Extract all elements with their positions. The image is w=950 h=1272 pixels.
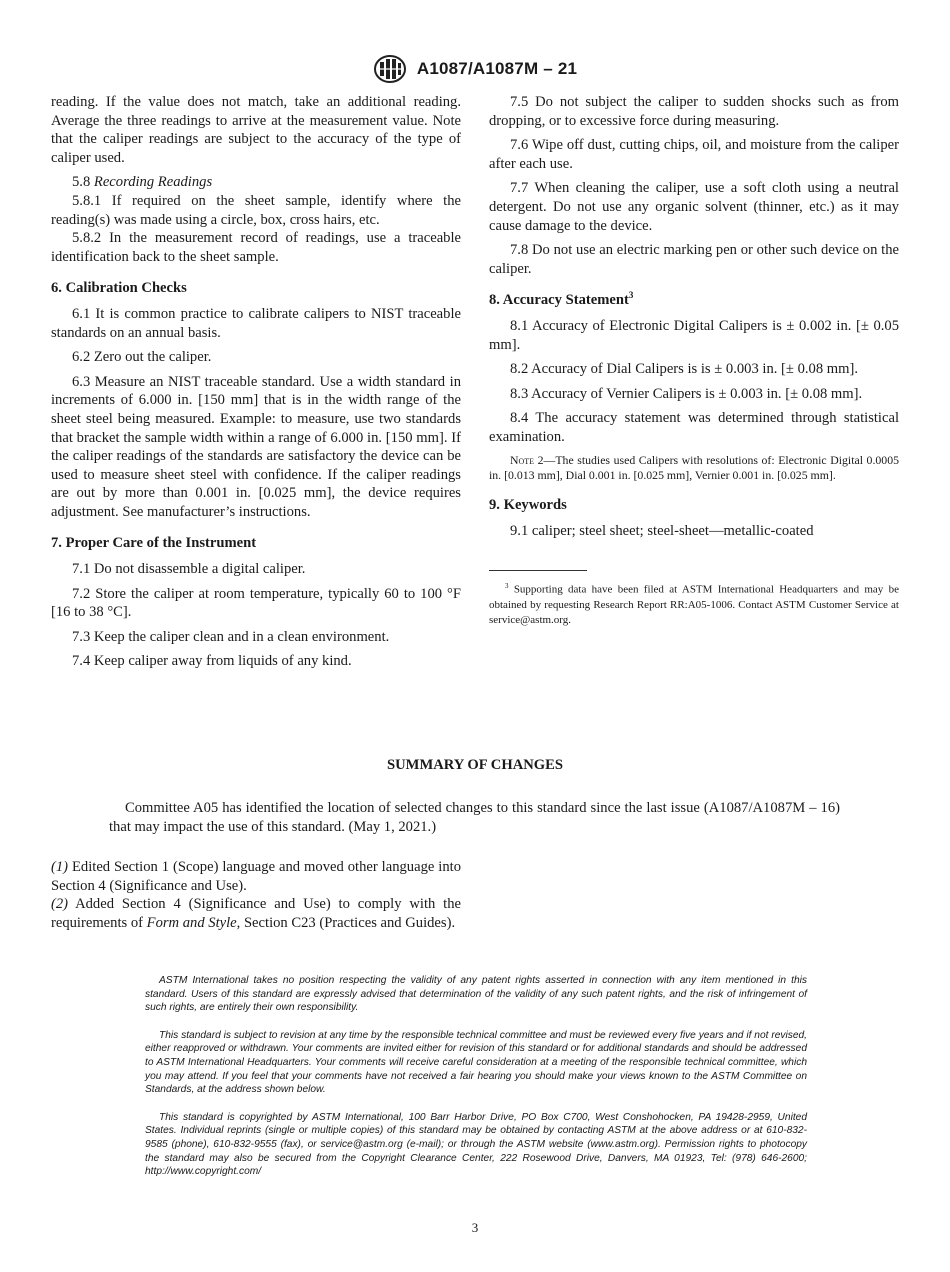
right-column <box>489 93 899 634</box>
section-5-8-title: Recording Readings <box>93 174 213 191</box>
paragraph-7-4: 7.4 Keep caliper away from liquids of any kind. <box>72 653 352 670</box>
note-label: Note <box>510 452 535 467</box>
paragraph-8-1: 8.1 Accuracy of Electronic Digital Calipers is ± 0.002 in. [± 0.05 mm]. <box>489 317 899 353</box>
paragraph-5-8-1: 5.8.1 If required on the sheet sample, identify where the reading(s) was made using a circle, box, cross hairs, etc. <box>51 192 461 228</box>
paragraph-7-7: 7.7 When cleaning the caliper, use a soft cloth using a neutral detergent. Do not use any organic solvent (thinner, etc.) as it may cause damage to the device. <box>489 180 899 234</box>
section-7-heading: 7. Proper Care of the Instrument <box>51 535 257 552</box>
footnote-3 <box>489 579 899 628</box>
change-1-number: (1) <box>51 859 69 875</box>
paragraph-6-2: 6.2 Zero out the caliper. <box>72 349 212 366</box>
paragraph-7-5: 7.5 Do not subject the caliper to sudden shocks such as from dropping, or to excessive force during measuring. <box>489 94 899 129</box>
paragraph-7-3: 7.3 Keep the caliper clean and in a clean environment. <box>72 628 390 645</box>
section-8-heading <box>489 291 899 310</box>
section-8-title: 8. Accuracy Statement <box>489 292 629 309</box>
change-2-text-pre: Added Section 4 (Significance and Use) to comply with the requirements of <box>51 896 461 931</box>
section-5-8-number: 5.8 <box>72 174 91 191</box>
page-number: 3 <box>471 1220 479 1235</box>
footnote-number: 3 <box>505 582 509 591</box>
paragraph-6-1: 6.1 It is common practice to calibrate calipers to NIST traceable standards on an annual basis. <box>51 305 461 341</box>
paragraph-5-8-2: 5.8.2 In the measurement record of readings, use a traceable identification back to the sheet sample. <box>51 230 461 265</box>
change-2-text-italic: Form and Style <box>146 914 237 931</box>
change-item-1 <box>51 858 461 895</box>
footnote-divider <box>489 570 587 571</box>
change-item-2 <box>51 895 461 932</box>
standard-designation: A1087/A1087M – 21 <box>416 59 578 78</box>
section-5-8-heading <box>51 173 461 192</box>
left-column <box>51 93 461 677</box>
paragraph-7-2: 7.2 Store the caliper at room temperature, typically 60 to 100 °F [16 to 38 °C]. <box>51 585 461 621</box>
paragraph-8-3: 8.3 Accuracy of Vernier Calipers is ± 0.003 in. [± 0.08 mm]. <box>510 385 863 402</box>
summary-intro: Committee A05 has identified the location of selected changes to this standard since the last issue (A1087/A1087M – 16) that may impact the use of this standard. (May 1, 2021.) <box>109 800 840 835</box>
paragraph-9-1: 9.1 caliper; steel sheet; steel-sheet—metallic-coated <box>510 522 814 539</box>
change-2-text-post: , Section C23 (Practices and Guides). <box>236 914 456 931</box>
paragraph-7-6: 7.6 Wipe off dust, cutting chips, oil, and moisture from the caliper after each use. <box>489 137 899 172</box>
copyright-notice: This standard is copyrighted by ASTM International, 100 Barr Harbor Drive, PO Box C700, West Conshohocken, PA 19428-2959, United States. Individual reprints (single or multiple copies) of this standard may be obtained by contacting ASTM at the above address or at 610-832-9585 (phone), 610-832-9555 (fax), or service@astm.org (e-mail); or through the ASTM website (www.astm.org). Permission rights to photocopy the standard may also be secured from the Copyright Clearance Center, 222 Rosewood Drive, Danvers, MA 01923, Tel: (978) 646-2600; http://www.copyright.com/ <box>145 1111 807 1178</box>
section-6-heading: 6. Calibration Checks <box>51 280 187 297</box>
paragraph-5-7-continued: reading. If the value does not match, take an additional reading. Average the three readings to arrive at the measurement value. Note that the caliper readings are subject to the accuracy of the type of caliper used. <box>51 94 461 166</box>
change-2-number: (2) <box>51 896 69 913</box>
paragraph-6-3: 6.3 Measure an NIST traceable standard. Use a width standard in increments of 6.000 in. [150 mm] that is in the width range of the sheet steel being measured. Example: to measure, use two standards that bracket the sample width within a range of 6.000 in. [150 mm]. If the caliper readings of the standards are satisfactory the device can be used to measure sheet steel with confidence. If the caliper readings are out by more than 0.001 in. [0.025 mm], the device requires adjustment. See manufacturer’s instructions. <box>51 373 461 520</box>
revision-disclaimer: This standard is subject to revision at any time by the responsible technical committee and must be reviewed every five years and if not revised, either reapproved or withdrawn. Your comments are invited either for revision of this standard or for additional standards and should be addressed to ASTM International Headquarters. Your comments will receive careful consideration at a meeting of the responsible technical committee, which you may attend. If you feel that your comments have not received a fair hearing you should make your views known to the ASTM Committee on Standards, at the address shown below. <box>145 1029 807 1096</box>
changes-list <box>51 858 461 932</box>
note-2 <box>489 453 899 483</box>
footnote-text: Supporting data have been filed at ASTM International Headquarters and may be obtained by requesting Research Report RR:A05-1006. Contact ASTM Customer Service at service@astm.org. <box>489 583 899 626</box>
paragraph-8-4: 8.4 The accuracy statement was determined through statistical examination. <box>489 410 899 445</box>
astm-disclaimers <box>145 974 807 1193</box>
paragraph-7-1: 7.1 Do not disassemble a digital caliper. <box>72 561 306 578</box>
page-header <box>0 53 950 85</box>
patent-disclaimer: ASTM International takes no position respecting the validity of any patent rights asserted in connection with any item mentioned in this standard. Users of this standard are expressly advised that determination of the validity of any such patent rights, and the risk of infringement of such rights, are entirely their own responsibility. <box>145 975 807 1014</box>
paragraph-7-8: 7.8 Do not use an electric marking pen or other such device on the caliper. <box>489 242 899 277</box>
change-1-text: Edited Section 1 (Scope) language and moved other language into Section 4 (Significance and Use). <box>51 859 461 894</box>
footnote-ref-3: 3 <box>628 290 634 301</box>
summary-of-changes-title: SUMMARY OF CHANGES <box>387 757 563 773</box>
note-text: 2—The studies used Calipers with resolutions of: Electronic Digital 0.0005 in. [0.013 mm], Dial 0.001 in. [0.025 mm], Vernier 0.001 in. [0.025 mm]. <box>489 452 899 482</box>
astm-logo-icon <box>373 54 407 84</box>
section-9-heading: 9. Keywords <box>489 496 567 513</box>
paragraph-8-2: 8.2 Accuracy of Dial Calipers is is ± 0.003 in. [± 0.08 mm]. <box>510 361 858 378</box>
